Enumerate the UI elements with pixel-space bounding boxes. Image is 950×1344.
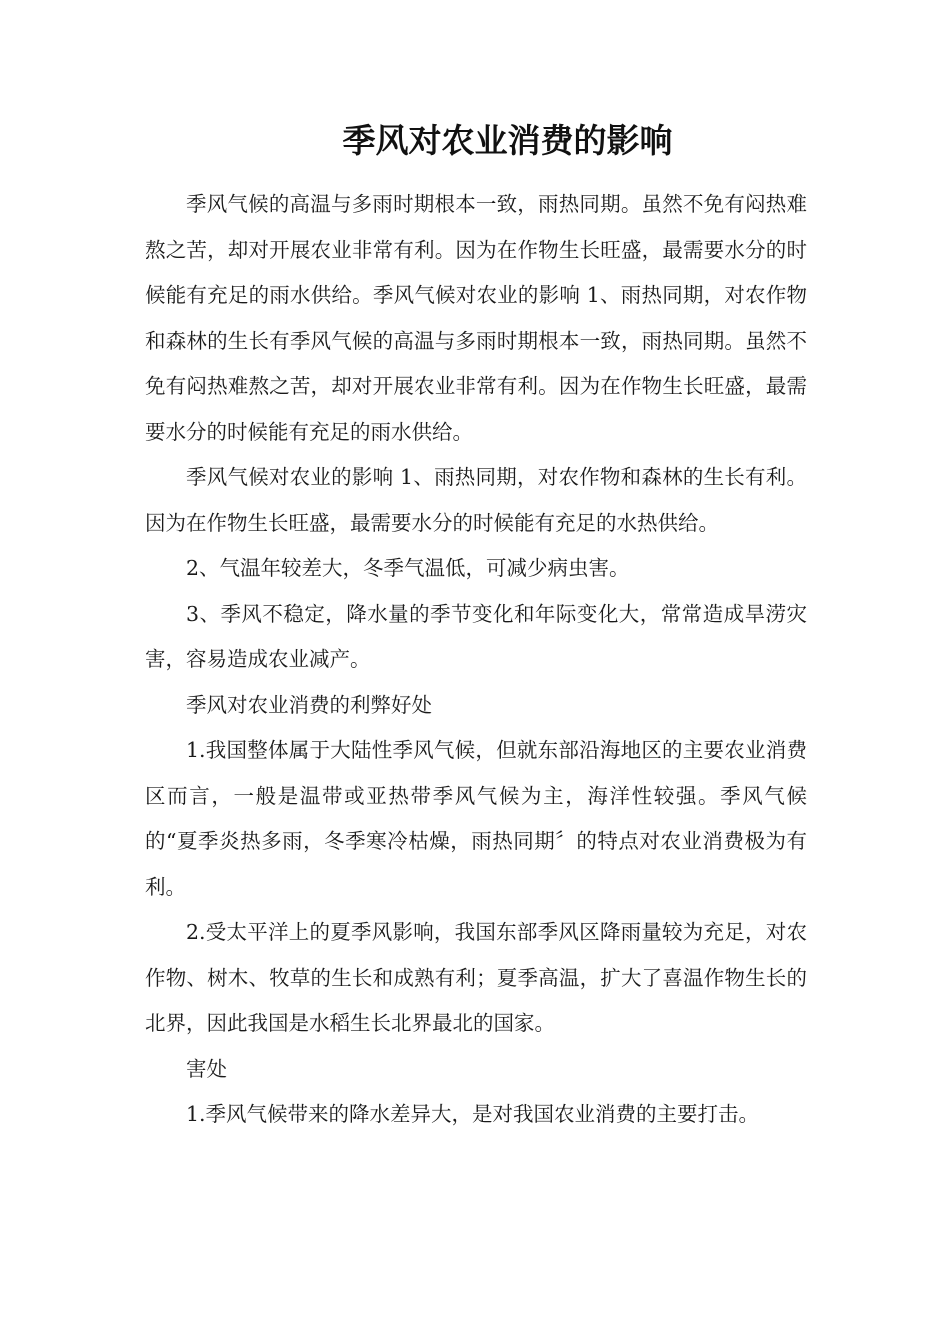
paragraph: 2、气温年较差大，冬季气温低，可减少病虫害。 (186, 556, 630, 580)
document-body (145, 182, 807, 1138)
paragraph: 3、季风不稳定，降水量的季节变化和年际变化大，常常造成旱涝灾害，容易造成农业减产。 (145, 601, 807, 671)
section-heading: 季风对农业消费的利弊好处 (186, 692, 432, 717)
paragraph: 季风气候的高温与多雨时期根本一致，雨热同期。虽然不免有闷热难熬之苦，却对开展农业非常有利。因为在作物生长旺盛，最需要水分的时候能有充足的雨水供给。季风气候对农业的影响 1、雨热同期，对农作物和森林的生长有季风气候的高温与多雨时期根本一致，雨热同期。虽然不免有闷热难熬之苦，却对开展农业非常有利。因为在作物生长旺盛，最需要水分的时候能有充足的雨水供给。 (145, 192, 807, 444)
paragraph: 季风气候对农业的影响 1、雨热同期，对农作物和森林的生长有利。因为在作物生长旺盛，最需要水分的时候能有充足的水热供给。 (145, 465, 807, 535)
paragraph: 1.季风气候带来的降水差异大，是对我国农业消费的主要打击。 (186, 1102, 760, 1126)
paragraph: 1.我国整体属于大陆性季风气候，但就东部沿海地区的主要农业消费区而言，一般是温带或亚热带季风气候为主，海洋性较强。季风气候的“夏季炎热多雨，冬季寒冷枯燥，雨热同期〞的特点对农业消费极为有利。 (145, 738, 807, 899)
paragraph: 2.受太平洋上的夏季风影响，我国东部季风区降雨量较为充足，对农作物、树木、牧草的生长和成熟有利；夏季高温，扩大了喜温作物生长的北界，因此我国是水稻生长北界最北的国家。 (145, 920, 807, 1035)
document-title: 季风对农业消费的影响 (342, 121, 673, 160)
section-heading: 害处 (186, 1056, 227, 1081)
